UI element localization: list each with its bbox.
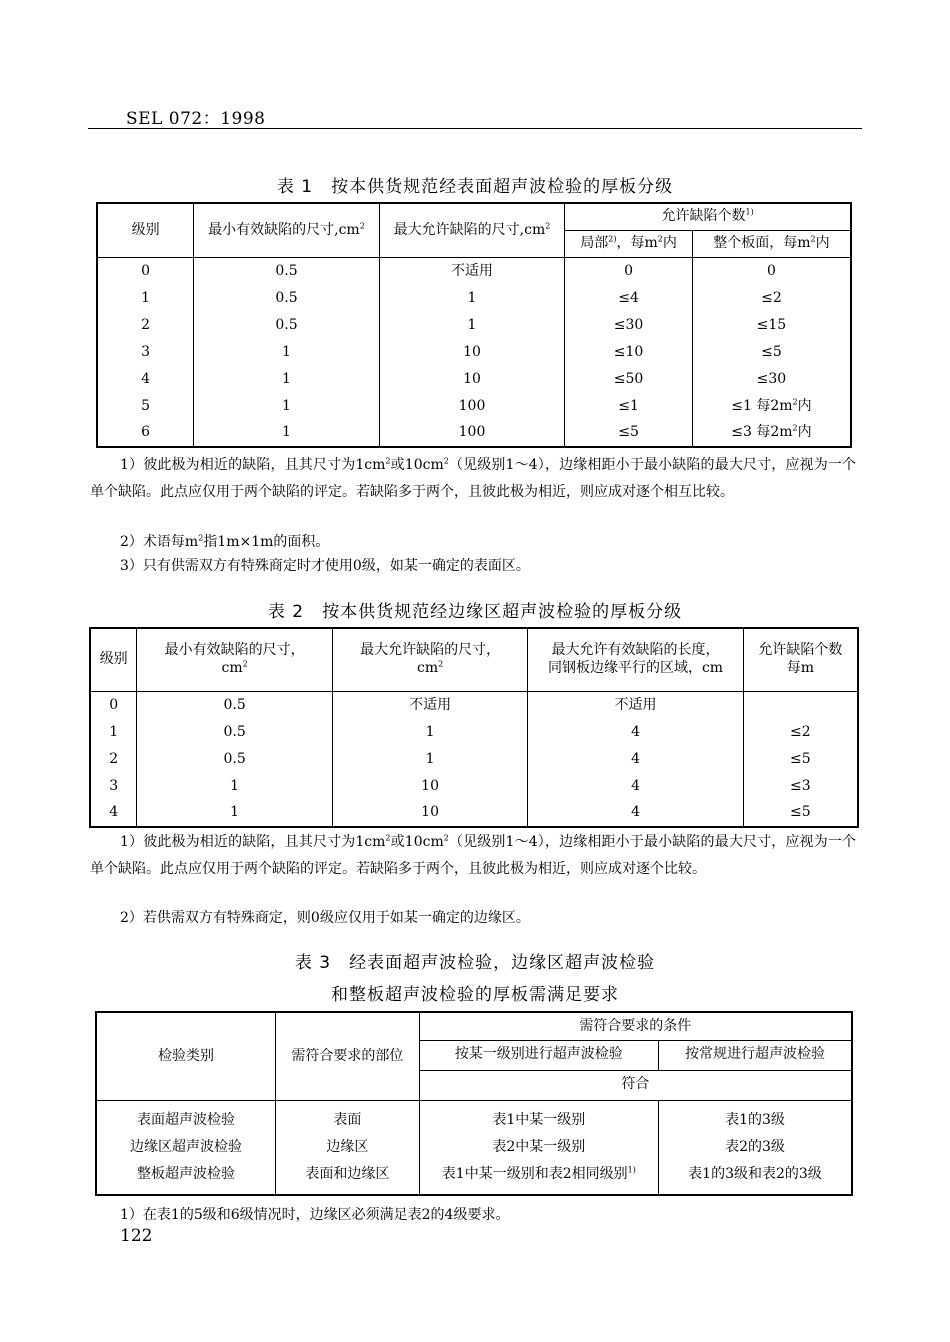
t2-header-min-size: 最小有效缺陷的尺寸， $cm^2$ <box>137 628 332 691</box>
table2-caption: 表 2 按本供货规范经边缘区超声波检验的厚板分级 <box>267 602 683 622</box>
t3-header-match: 符合 <box>419 1070 852 1100</box>
t1-cell: 0.5 <box>194 257 380 285</box>
t2-cell: 4 <box>528 719 743 746</box>
t1-cell: 0 <box>565 257 693 285</box>
t2-cell: 1 <box>90 719 137 746</box>
t1-header-max-size: 最大允许缺陷的尺寸$,cm^2$ <box>379 203 565 257</box>
t1-row <box>97 420 851 447</box>
t3-header-by-grade: 按某一级别进行超声波检验 <box>419 1040 658 1070</box>
t1-cell: 不适用 <box>379 257 565 285</box>
t3-header-type: 检验类别 <box>96 1012 276 1100</box>
t2-cell: 4 <box>528 746 743 773</box>
t2-cell: 4 <box>90 800 137 827</box>
t2-row <box>90 800 858 827</box>
t2-header-count: 允许缺陷个数 每m <box>743 628 858 691</box>
t1-cell: ≤30 <box>692 366 851 393</box>
t1-cell: 0.5 <box>194 312 380 339</box>
t1-row <box>97 257 851 285</box>
t1-cell: 3 <box>97 339 194 366</box>
t2-cell: 1 <box>137 800 332 827</box>
t1-cell: ≤15 <box>692 312 851 339</box>
t1-row <box>97 312 851 339</box>
t2-cell: 0 <box>90 691 137 719</box>
t2-cell <box>743 691 858 719</box>
header-rule <box>88 128 862 129</box>
table2 <box>89 627 859 828</box>
table1-caption: 表 1 按本供货规范经表面超声波检验的厚板分级 <box>276 177 674 197</box>
t1-cell: 10 <box>379 366 565 393</box>
t3-header-conditions: 需符合要求的条件 <box>419 1012 852 1040</box>
t3-cell-by-grade: 表1中某一级别 表2中某一级别 表1中某一级别和表2相同级别$^{1)}$ <box>419 1100 658 1195</box>
t1-cell: 1 <box>379 312 565 339</box>
t2-cell: 0.5 <box>137 691 332 719</box>
table3-caption-line1: 表 3 经表面超声波检验，边缘区超声波检验 <box>294 953 656 973</box>
t1-header-whole: 整个板面，每$m^2$内 <box>692 230 851 257</box>
t1-cell: 6 <box>97 420 194 447</box>
t2-header-length: 最大允许有效缺陷的长度， 同钢板边缘平行的区域，cm <box>528 628 743 691</box>
t3-header-part: 需符合要求的部位 <box>276 1012 420 1100</box>
t2-note-1: 1）彼此极为相近的缺陷，且其尺寸为$1cm^2$或$10cm^2$（见级别1～4），边缘相距小于最小缺陷的最大尺寸，应视为一个单个缺陷。此点应仅用于两个缺陷的评定。若缺陷多于两个，且彼此极为相近，则应成对逐个比较。 <box>90 833 856 877</box>
t1-cell: 1 <box>194 339 380 366</box>
t2-cell: 0.5 <box>137 719 332 746</box>
t1-note-2: 2）术语每$m^2$指1m×1m的面积。 <box>120 533 330 550</box>
table3 <box>95 1011 853 1196</box>
t3-cell-routine: 表1的3级 表2的3级 表1的3级和表2的3级 <box>658 1100 852 1195</box>
t1-cell: 1 <box>379 285 565 312</box>
page-number: 122 <box>120 1226 153 1246</box>
t2-header-grade: 级别 <box>90 628 137 691</box>
t1-cell: 100 <box>379 393 565 420</box>
t1-cell: 100 <box>379 420 565 447</box>
t2-cell: 1 <box>332 719 527 746</box>
t2-body <box>90 691 858 827</box>
t2-cell: 4 <box>528 773 743 800</box>
t1-header-allowed-count: 允许缺陷个数$^{1)}$ <box>565 203 851 230</box>
t1-cell: ≤3 每$2m^2$内 <box>692 420 851 447</box>
t2-row <box>90 719 858 746</box>
t2-cell: 10 <box>332 773 527 800</box>
t1-cell: 5 <box>97 393 194 420</box>
t1-cell: ≤10 <box>565 339 693 366</box>
t2-cell: ≤3 <box>743 773 858 800</box>
t1-note-3: 3）只有供需双方有特殊商定时才使用0级，如某一确定的表面区。 <box>120 558 530 574</box>
t1-cell: 4 <box>97 366 194 393</box>
t2-header-max-size: 最大允许缺陷的尺寸， $cm^2$ <box>332 628 527 691</box>
t1-cell: 1 <box>194 393 380 420</box>
t1-cell: ≤2 <box>692 285 851 312</box>
t2-cell: 3 <box>90 773 137 800</box>
t1-cell: ≤50 <box>565 366 693 393</box>
t3-cell-types: 表面超声波检验 边缘区超声波检验 整板超声波检验 <box>96 1100 276 1195</box>
t2-row <box>90 746 858 773</box>
t2-cell: ≤5 <box>743 746 858 773</box>
t1-row <box>97 339 851 366</box>
t1-cell: ≤1 每$2m^2$内 <box>692 393 851 420</box>
t1-header-grade: 级别 <box>97 203 194 257</box>
t1-cell: ≤30 <box>565 312 693 339</box>
t1-cell: ≤1 <box>565 393 693 420</box>
t1-cell: 1 <box>97 285 194 312</box>
t1-header-min-size: 最小有效缺陷的尺寸$,cm^2$ <box>194 203 380 257</box>
t1-cell: ≤5 <box>565 420 693 447</box>
t1-row <box>97 285 851 312</box>
table3-caption-line2: 和整板超声波检验的厚板需满足要求 <box>331 985 619 1005</box>
t1-row <box>97 366 851 393</box>
t2-cell: ≤2 <box>743 719 858 746</box>
t1-cell: 2 <box>97 312 194 339</box>
t2-cell: 4 <box>528 800 743 827</box>
table1 <box>96 202 852 448</box>
document-code: SEL 072：1998 <box>126 109 266 129</box>
t3-note-1: 1）在表1的5级和6级情况时，边缘区必须满足表2的4级要求。 <box>120 1207 510 1223</box>
t3-cell-parts: 表面 边缘区 表面和边缘区 <box>276 1100 420 1195</box>
t1-cell: 1 <box>194 420 380 447</box>
t1-row <box>97 393 851 420</box>
t2-cell: 0.5 <box>137 746 332 773</box>
t2-cell: 不适用 <box>332 691 527 719</box>
t2-cell: 10 <box>332 800 527 827</box>
t2-row <box>90 691 858 719</box>
t1-cell: 0 <box>97 257 194 285</box>
t3-header-routine: 按常规进行超声波检验 <box>658 1040 852 1070</box>
t2-cell: 1 <box>332 746 527 773</box>
t1-cell: 10 <box>379 339 565 366</box>
t1-cell: ≤4 <box>565 285 693 312</box>
t1-note-1: 1）彼此极为相近的缺陷，且其尺寸为$1cm^2$或$10cm^2$（见级别1～4），边缘相距小于最小缺陷的最大尺寸，应视为一个单个缺陷。此点应仅用于两个缺陷的评定。若缺陷多于两个，且彼此极为相近，则应成对逐个相互比较。 <box>90 456 856 500</box>
t1-cell: 1 <box>194 366 380 393</box>
t1-header-local: 局部$^{2)}$，每$m^2$内 <box>565 230 693 257</box>
t1-cell: 0 <box>692 257 851 285</box>
t2-cell: 2 <box>90 746 137 773</box>
t1-cell: 0.5 <box>194 285 380 312</box>
t2-cell: 不适用 <box>528 691 743 719</box>
t2-cell: 1 <box>137 773 332 800</box>
t2-row <box>90 773 858 800</box>
t2-note-2: 2）若供需双方有特殊商定，则0级应仅用于如某一确定的边缘区。 <box>120 910 530 926</box>
t2-cell: ≤5 <box>743 800 858 827</box>
t1-body <box>97 257 851 447</box>
t1-cell: ≤5 <box>692 339 851 366</box>
